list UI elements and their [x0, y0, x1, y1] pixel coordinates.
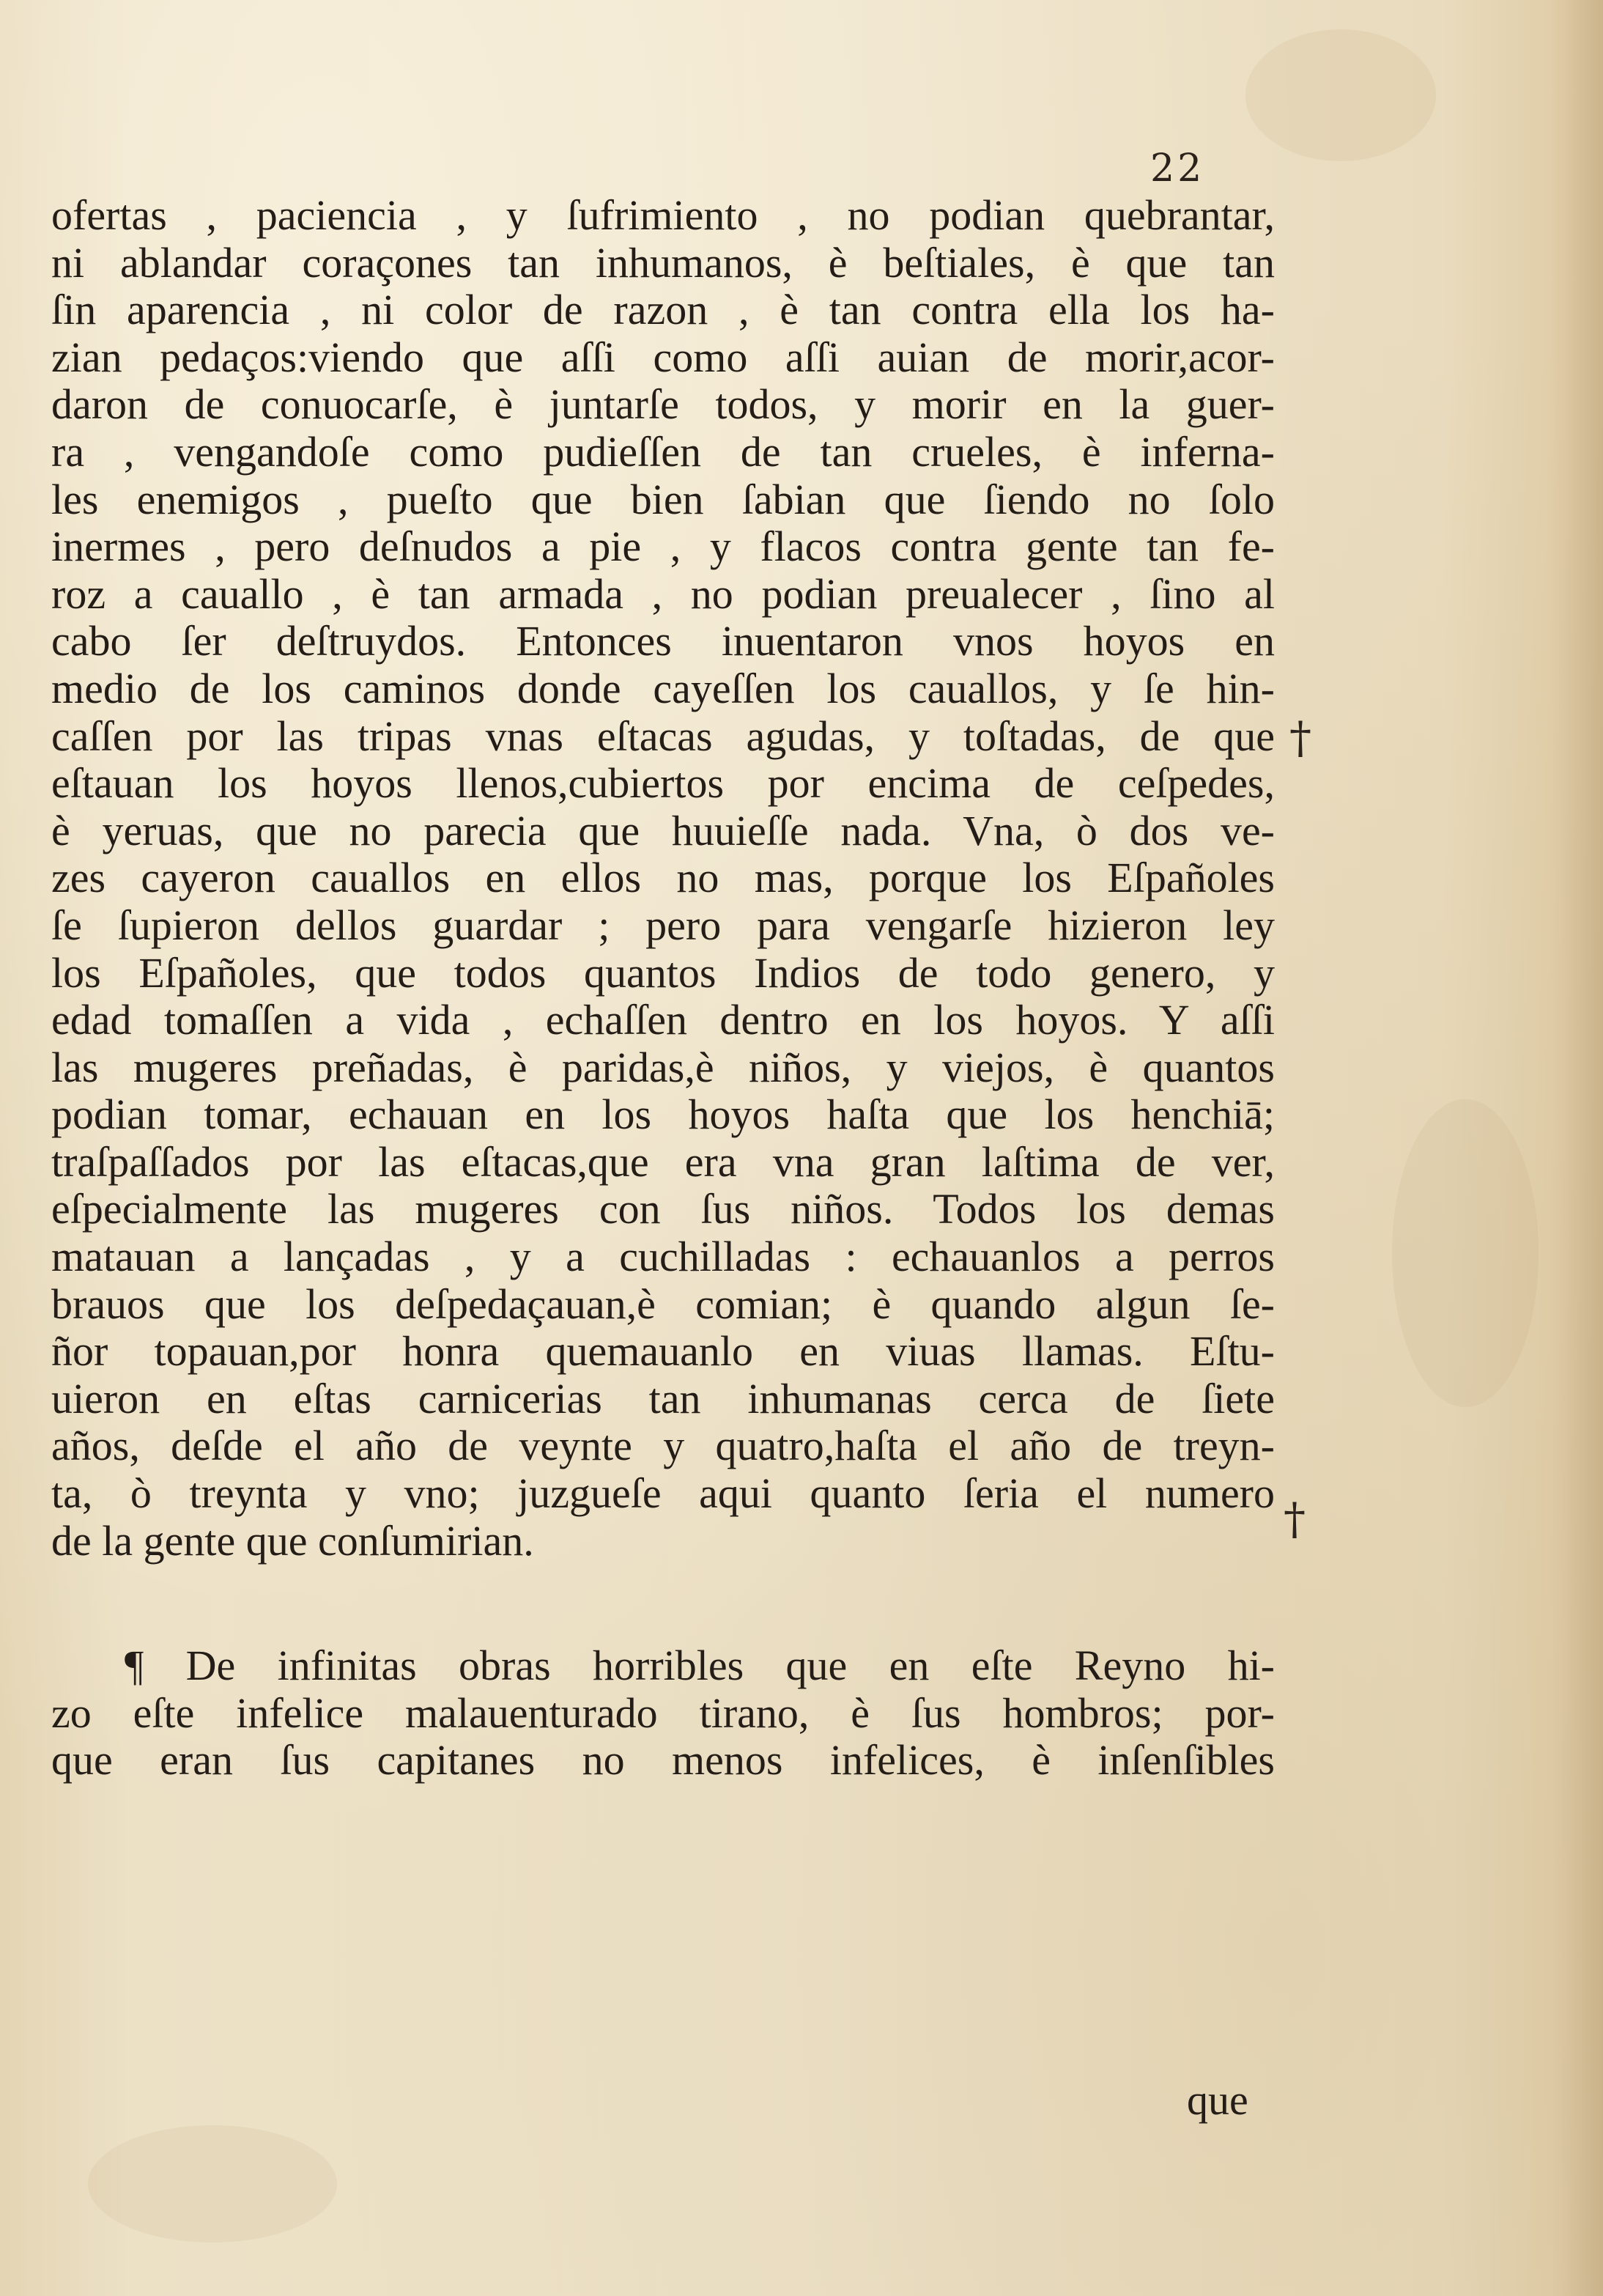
text-line: medio de los caminos donde cayeſſen los cauallos, y ſe hin-	[51, 665, 1275, 712]
text-line: de la gente que conſumirian.	[51, 1517, 534, 1565]
text-line: uieron en eſtas carnicerias tan inhumanas cerca de ſiete	[51, 1375, 1275, 1422]
text-line: les enemigos , pueſto que bien ſabian que ſiendo no ſolo	[51, 476, 1275, 523]
text-line: roz a cauallo , è tan armada , no podian preualecer , ſino al	[51, 570, 1275, 618]
paper-stain	[88, 2125, 337, 2243]
text-line: zian pedaços:viendo que aſſi como aſſi auian de morir,acor-	[51, 333, 1275, 381]
text-line: ñor topauan,por honra quemauanlo en viuas llamas. Eſtu-	[51, 1328, 1275, 1376]
text-line: eſpecialmente las mugeres con ſus niños. Todos los demas	[51, 1186, 1275, 1233]
text-line: daron de conuocarſe, è juntarſe todos, y morir en la guer-	[51, 381, 1275, 429]
paper-stain	[1245, 29, 1436, 161]
text-line: ¶ De infinitas obras horribles que en eſte Reyno hi-	[125, 1642, 1275, 1690]
text-line: ni ablandar coraçones tan inhumanos, è beſtiales, è que tan	[51, 239, 1275, 287]
catchword: que	[1187, 2076, 1248, 2124]
text-line: matauan a lançadas , y a cuchilladas : echauanlos a perros	[51, 1233, 1275, 1281]
text-line: años, deſde el año de veynte y quatro,haſta el año de treyn-	[51, 1422, 1275, 1470]
text-line: las mugeres preñadas, è paridas,è niños, y viejos, è quantos	[51, 1044, 1275, 1091]
text-line: traſpaſſados por las eſtacas,que era vna gran laſtima de ver,	[51, 1138, 1275, 1186]
text-line: cabo ſer deſtruydos. Entonces inuentaron vnos hoyos en	[51, 618, 1275, 665]
text-line: inermes , pero deſnudos a pie , y flacos contra gente tan fe-	[51, 523, 1275, 571]
text-line: è yeruas, que no parecia que huuieſſe nada. Vna, ò dos ve-	[51, 807, 1275, 854]
paragraph-gap	[51, 1565, 1275, 1642]
text-line: ofertas , paciencia , y ſufrimiento , no podian quebrantar,	[51, 192, 1275, 239]
page-number: 22	[1150, 147, 1205, 191]
text-line: caſſen por las tripas vnas eſtacas agudas, y toſtadas, de que	[51, 712, 1275, 760]
text-line: brauos que los deſpedaçauan,è comian; è quando algun ſe-	[51, 1280, 1275, 1328]
text-line: ſe ſupieron dellos guardar ; pero para vengarſe hizieron ley	[51, 901, 1275, 949]
body-text	[51, 192, 1275, 1784]
text-line: zes cayeron cauallos en ellos no mas, porque los Eſpañoles	[51, 854, 1275, 902]
text-line: zo eſte infelice malauenturado tirano, è ſus hombros; por-	[51, 1689, 1275, 1737]
text-line: los Eſpañoles, que todos quantos Indios de todo genero, y	[51, 949, 1275, 997]
margin-dagger-mark: †	[1289, 712, 1311, 764]
text-line: edad tomaſſen a vida , echaſſen dentro en los hoyos. Y aſſi	[51, 997, 1275, 1044]
page-edge-shadow	[1552, 0, 1603, 2296]
text-line: eſtauan los hoyos llenos,cubiertos por encima de ceſpedes,	[51, 760, 1275, 808]
text-line: que eran ſus capitanes no menos infelices, è inſenſibles	[51, 1737, 1275, 1784]
margin-dagger-mark: †	[1284, 1494, 1306, 1545]
text-line: ſin aparencia , ni color de razon , è tan contra ella los ha-	[51, 287, 1275, 334]
text-line: podian tomar, echauan en los hoyos haſta que los henchiā;	[51, 1091, 1275, 1139]
text-line: ra , vengandoſe como pudieſſen de tan crueles, è inferna-	[51, 428, 1275, 476]
text-line: ta, ò treynta y vno; juzgueſe aqui quanto ſeria el numero	[51, 1470, 1275, 1518]
paper-stain	[1392, 1099, 1539, 1407]
